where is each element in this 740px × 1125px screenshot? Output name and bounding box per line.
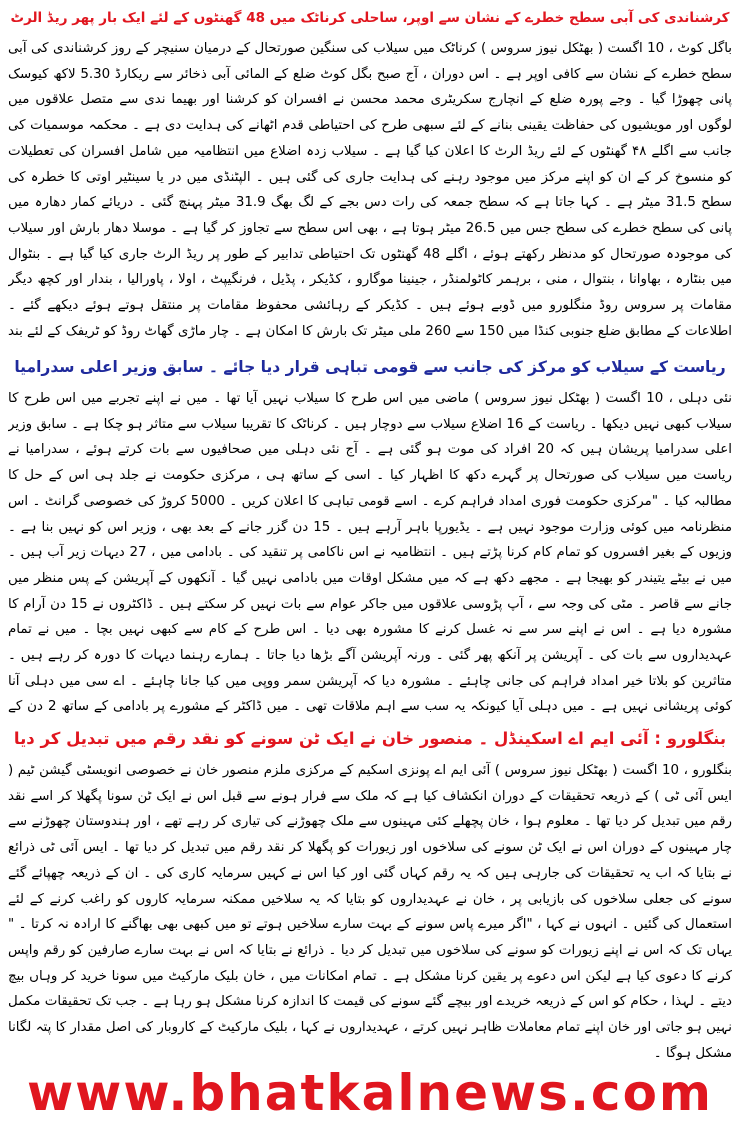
site-url-footer: www.bhatkalnews.com <box>26 1064 714 1122</box>
article-ima-scandal <box>8 724 732 1088</box>
article-body: بنگلورو ، 10 اگست ( بھٹکل نیوز سروس ) آئی ایم اے پونزی اسکیم کے مرکزی ملزم منصور خان نے خصوصی انویسٹی گیشن ٹیم ( ایس آئی ٹی ) کے ذریعہ تحقیقات کے دوران انکشاف کیا ہے کہ ملک سے فرار ہونے سے قبل اس نے ایک ٹن سونا پگھلا کر اسے نقد رقم میں تبدیل کر دیا تھا ۔ معلوم ہوا ، خان پچھلے کئی مہینوں سے ملک چھوڑنے کی تیاری کر رہے تھے ، اور ہندوستان چھوڑنے سے چار مہینوں کے دوران اس نے ایک ٹن سونے کی سلاخوں اور زیورات کو پگھلا کر نقد رقم میں تبدیل کر دیا تھا ۔ ایس آئی ٹی ذرائع نے بتایا کہ اب یہ تحقیقات کی جارہی ہیں کہ یہ رقم کہاں گئی اور کیا اس نے کہیں سرمایہ کاری کی ۔ ان کے ذریعہ چھپائے گئے سونے کی جعلی سلاخوں کی بازیابی پر ، خان نے عہدیداروں کو بتایا کہ یہ سلاخیں ممکنہ سرمایہ کاروں کو راغب کرنے کے لئے استعمال کی گئیں ۔ انہوں نے کہا ، "اگر میرے پاس سونے کے بہت سارے سلاخیں ہوتے تو میں کبھی بھی بھاگنے کا ارادہ نہ کرتا ۔ " یہاں تک کہ اس نے اپنے زیورات کو سونے کی سلاخوں میں تبدیل کر دیا ۔ ذرائع نے بتایا کہ اس نے بہت سارے صارفین کو رقم واپس کرنے کا دعوی کیا ہے لیکن اس دعوے پر یقین کرنا مشکل ہے ۔ تمام امکانات میں ، خان بلیک مارکیٹ میں سونا خرید کر وہاں بیچ دیتے ۔ لہذا ، حکام کو اس کے ذریعہ خریدے اور بیچے گئے سونے کی قیمت کا اندازہ کرنا مشکل ہو رہا ہے ۔ جب تک تحقیقات مکمل نہیں ہو جاتی اور خان اپنے تمام معاملات ظاہر نہیں کرتے ، عہدیداروں نے کہا ، بلیک مارکیٹ کے کاروبار کی اصل مقدار کا پتہ لگانا مشکل ہوگا ۔ <box>8 763 732 1061</box>
article-headline: بنگلورو : آئی ایم اے اسکینڈل ۔ منصور خان نے ایک ٹن سونے کو نقد رقم میں تبدیل کر دیا <box>13 729 727 748</box>
article-flood-red-alert <box>8 4 732 344</box>
article-siddaramaiah-national-disaster <box>8 352 732 716</box>
article-headline: کرشناندی کی آبی سطح خطرے کے نشان سے اوپر، ساحلی کرناٹک میں 48 گھنٹوں کے لئے ایک بار پھر ریڈ الرٹ <box>10 10 730 26</box>
news-page <box>0 4 740 1125</box>
article-body: نئی دہلی ، 10 اگست ( بھٹکل نیوز سروس ) ماضی میں اس طرح کا سیلاب نہیں آیا تھا ۔ میں نے اپنے تجربے میں اس طرح کا سیلاب کبھی نہیں دیکھا ۔ ریاست کے 16 اضلاع سیلاب سے دوچار ہیں ۔ کرناٹک کا تقریبا سیلاب سے متاثر ہو چکا ہے ۔ سابق وزیر اعلی سدرامیا پریشان ہیں کہ 20 افراد کی موت ہو گئی ہے ۔ آج نئی دہلی میں صحافیوں سے بات کرتے ہوئے ، سدرامیا نے ریاست میں سیلاب کی صورتحال پر گہرے دکھ کا اظہار کیا ۔ اسی کے ساتھ ہی ، مرکزی حکومت نے جلد ہی اس کے حل کا مطالبہ کیا ۔ "مرکزی حکومت فوری امداد فراہم کرے ۔ اسے قومی تباہی کا اعلان کریں ۔ 5000 کروڑ کی خصوصی گرانٹ ۔ اس منظرنامہ میں کوئی وزارت موجود نہیں ہے ۔ یڈیورپا باہر آرہے ہیں ۔ 15 دن گزر جانے کے بعد بھی ، وزیر اس کو نہیں بنا ہے ۔ وزیوں کے بغیر افسروں کو تمام کام کرنا پڑتے ہیں ۔ انتظامیہ نے اس ناکامی پر تنقید کی ۔ بادامی میں ، 27 دیہات زیر آب ہیں ۔ میں نے بیٹے یتیندر کو بھیجا ہے ۔ مجھے دکھ ہے کہ میں مشکل اوقات میں بادامی نہیں گیا ۔ آنکھوں کے آپریشن کے پس منظر میں جانے سے قاصر ۔ مٹی کی وجہ سے ، آپ پڑوسی علاقوں میں جاکر عوام سے بات نہیں کر سکتے ہیں ۔ ڈاکٹروں نے 15 دن آرام کا مشورہ دیا ہے ۔ اس نے اپنے سر سے نہ غسل کرنے کا مشورہ بھی دیا ۔ اس طرح کے کام سے کبھی نہیں بچا ۔ میں نے تمام عہدیداروں سے بات کی ۔ آپریشن پر آنکھ پھر گئی ۔ ورنہ آپریشن آگے بڑھا دیا جاتا ۔ ہمارے رہنما دیہات کا دورہ کر رہے ہیں ۔ متاثرین کو بلاتا خیر امداد فراہم کی جانی چاہئے ۔ مشورہ دیا کہ آپریشن سمر ووپی میں کیا جانا چاہئے ۔ اے سی میں دہلی آنا کوئی پریشانی نہیں ہے ۔ میں دہلی آیا کیونکہ یہ سب سے اہم ملاقات تھی ۔ میں ڈاکٹر کے مشورے پر بادامی کے ساتھ 2 دن کے <box>8 391 732 715</box>
article-body: باگل کوٹ ، 10 اگست ( بھٹکل نیوز سروس ) کرناٹک میں سیلاب کی سنگین صورتحال کے درمیان سنیچر کے روز کرشناندی کی آبی سطح خطرے کے نشان سے کافی اوپر ہے ۔ اس دوران ، آج صبح بگل کوٹ ضلع کے المائی آبی ذخائر سے ریکارڈ 5.30 لاکھ کیوسک پانی چھوڑا گیا ۔ وجے پورہ ضلع کے انچارج سکریٹری محمد محسن نے افسران کو کرشنا اور بھیما ندی سے متصل علاقوں میں لوگوں اور مویشیوں کی حفاظت یقینی بنانے کے لئے سبھی طرح کی احتیاطی قدم اٹھانے کی ہدایت دی ہے ۔ محکمہ موسمیات کی جانب سے اگلے ۴۸ گھنٹوں کے لئے ریڈ الرٹ کا اعلان کیا گیا ہے ۔ سیلاب زدہ اضلاع میں انتظامیہ میں شامل افسران کی تعطیلات کو منسوخ کر کے ان کو اپنے مرکز میں موجود رہنے کی ہدایت جاری کی گئی ہیں ۔ الپٹنڈی میں در یا سینٹیر اوتی کا خطرہ کی سطح 31.5 میٹر ہے ۔ کہا جاتا ہے کہ سطح جمعہ کی رات دس بجے کے لگ بھگ 31.9 میٹر پہنچ گئی ۔ دریائے کمار دھارہ میں پانی کی سطح خطرے کی سطح جس میں 26.5 میٹر ہوتا ہے ، بھی اس سطح سے تجاوز کر گیا ہے ۔ موسلا دھار بارش اور سیلاب کی موجودہ صورتحال کو مدنظر رکھتے ہوئے ، اگلے 48 گھنٹوں تک احتیاطی تدابیر کے طور پر ریڈ الرٹ جاری کیا گیا ہے ۔ بنٹوال میں بنٹارہ ، بھاوانا ، بنتوال ، منی ، برہمر کاٹولمنڈر ، جینینا موگارو ، کڈیکر ، پڈیل ، فرنگیپٹ ، اولا ، پاورالیا ، بندار اور کچھ دیگر مقامات پر سروس روڈ منگلورو میں ڈوبے ہوئے ہیں ۔ کڈیکر کے رہائشی محفوظ مقامات پر منتقل ہوتے ہوئے دیکھے گئے ۔ اطلاعات کے مطابق ضلع جنوبی کنڈا میں 150 سے 260 ملی میٹر تک بارش کا امکان ہے ۔ چار ماڑی گھاٹ روڈ کو ٹریفک کے لئے بند <box>8 41 732 339</box>
article-headline: ریاست کے سیلاب کو مرکز کی جانب سے قومی تباہی قرار دیا جائے ۔ سابق وزیر اعلی سدرامیا <box>14 358 726 376</box>
